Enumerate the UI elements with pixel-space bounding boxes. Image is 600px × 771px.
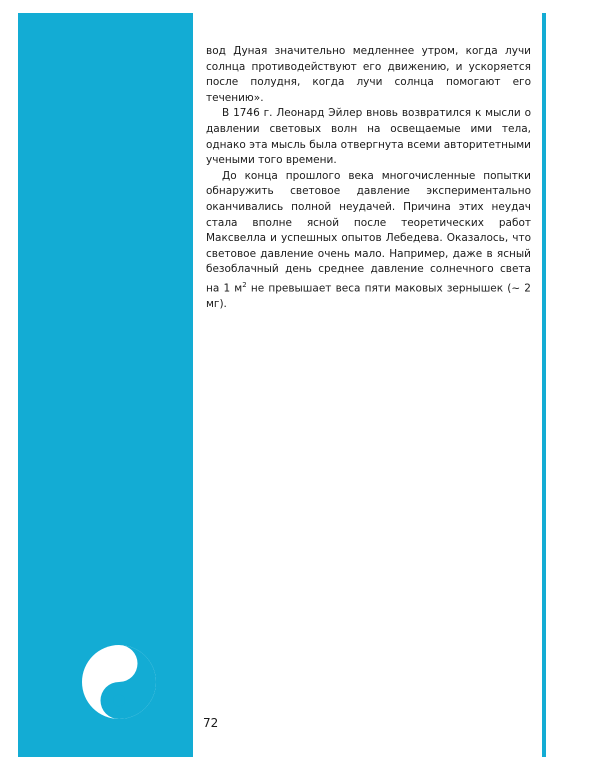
paragraph-3 [206, 169, 531, 313]
right-accent-rule [542, 13, 546, 757]
paragraph-3-tail: не превышает веса пяти маковых зернышек (~ 2 мг). [206, 282, 531, 310]
body-text [206, 44, 531, 313]
paragraph-1: вод Дуная значительно медленнее утром, когда лучи солнца противодействуют его движению, и ускоряется после полудня, когда лучи солнца помогают его течению». [206, 45, 531, 104]
side-panel [18, 13, 193, 757]
yin-yang-icon [82, 645, 156, 719]
paragraph-3-main: До конца прошлого века многочисленные попытки обнаружить световое давление экспериментально оканчивались полной неудачей. Причина этих неудач стала вполне ясной после теоретических работ Максвелла и успешных опытов Лебедева. Оказалось, что световое давление очень мало. Например, даже в ясный безоблачный день среднее давление солнечного света на 1 м [206, 169, 531, 295]
superscript-2: 2 [242, 280, 247, 289]
paragraph-2: В 1746 г. Леонард Эйлер вновь возвратился к мысли о давлении световых волн на освещаемые ими тела, однако эта мысль была отвергнута всеми авторитетными учеными того времени. [206, 107, 531, 167]
page-number: 72 [203, 716, 219, 730]
